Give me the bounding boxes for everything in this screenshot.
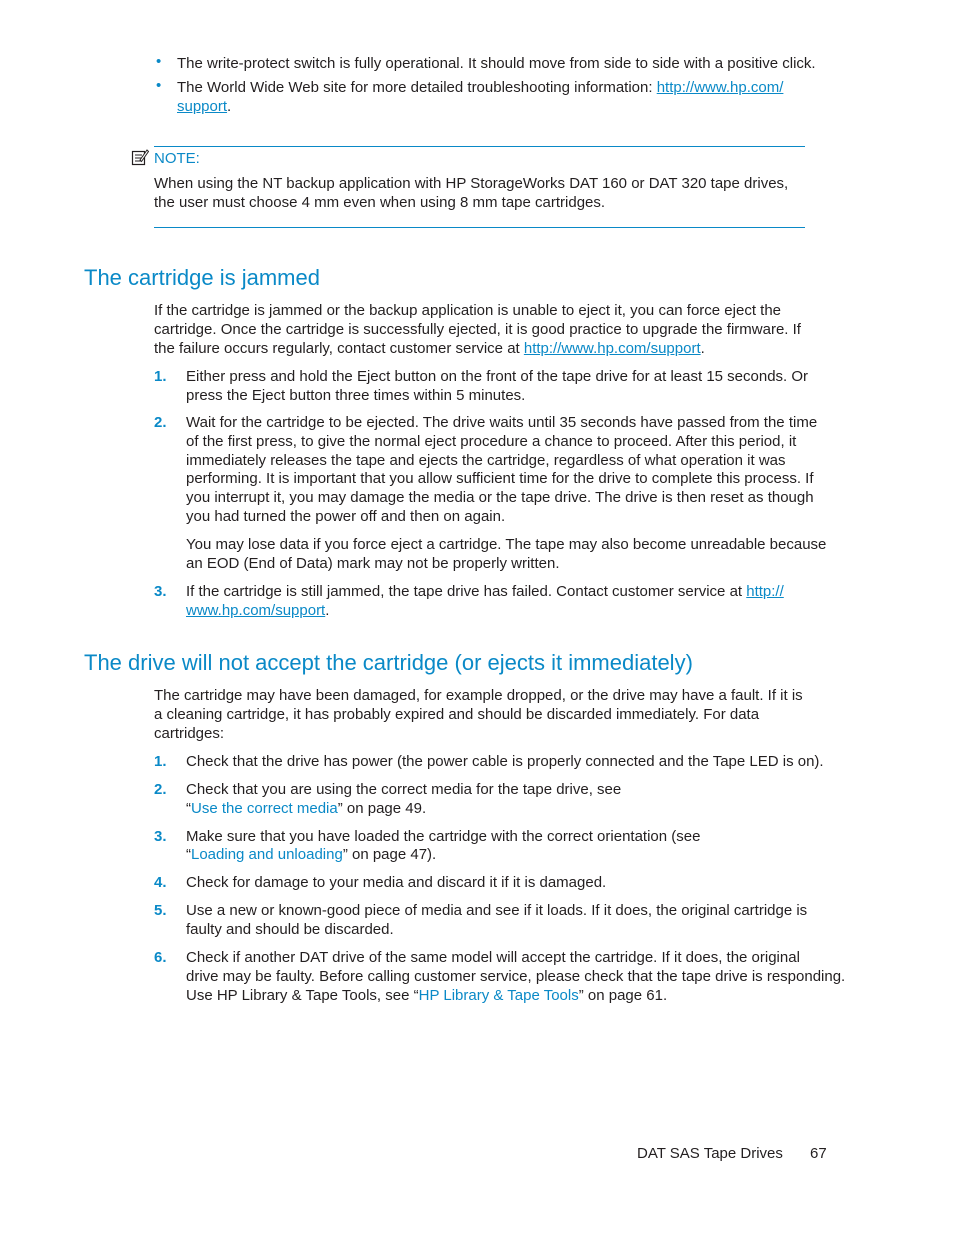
note-label: NOTE:	[154, 150, 200, 167]
step-text: press the Eject button three times within 5 minutes.	[186, 387, 526, 404]
cross-reference-link[interactable]: Loading and unloading	[191, 846, 343, 863]
step-text: drive may be faulty. Before calling customer service, please check that the tape drive is responding.	[186, 968, 846, 985]
step-text-segment: “	[186, 846, 191, 863]
step-number: 2.	[154, 781, 167, 798]
step-text-segment: ” on page 61.	[578, 987, 668, 1004]
step-text: Check for damage to your media and discard it if it is damaged.	[186, 874, 607, 891]
step-text-segment: ” on page 49.	[337, 800, 427, 817]
bullet-marker: •	[156, 53, 162, 70]
step-text-segment: If the cartridge is still jammed, the tape drive has failed. Contact customer service at	[186, 583, 747, 600]
step-text	[186, 986, 667, 1005]
step-text: Use a new or known-good piece of media and see if it loads. If it does, the original cartridge is	[186, 902, 808, 919]
support-link[interactable]: http://	[746, 583, 784, 600]
cross-reference-link[interactable]: Use the correct media	[191, 800, 338, 817]
step-text: Wait for the cartridge to be ejected. The drive waits until 35 seconds have passed from the time	[186, 414, 818, 431]
step-text-segment: “	[186, 800, 191, 817]
step-text: immediately releases the tape and ejects the cartridge, regardless of what operation it was	[186, 452, 786, 469]
bullet-text	[177, 78, 783, 97]
step-text	[186, 582, 784, 601]
step-number: 3.	[154, 583, 167, 600]
note-icon	[131, 148, 149, 170]
support-link[interactable]: http://www.hp.com/support	[523, 340, 701, 357]
step-text: Check that the drive has power (the power cable is properly connected and the Tape LED is on).	[186, 753, 824, 770]
bullet-text: The write-protect switch is fully operational. It should move from side to side with a positive click.	[177, 55, 816, 72]
note-text: When using the NT backup application with HP StorageWorks DAT 160 or DAT 320 tape drives,	[154, 175, 789, 192]
paragraph-line: If the cartridge is jammed or the backup application is unable to eject it, you can force eject the	[154, 302, 782, 319]
step-number: 3.	[154, 828, 167, 845]
step-number: 1.	[154, 368, 167, 385]
page-number: 67	[810, 1145, 827, 1162]
step-text: faulty and should be discarded.	[186, 921, 394, 938]
step-text: you had turned the power off and then on again.	[186, 508, 506, 525]
paragraph-line	[154, 339, 705, 358]
step-number: 4.	[154, 874, 167, 891]
bullet-text-segment: .	[227, 98, 232, 115]
step-number: 6.	[154, 949, 167, 966]
section-heading: The cartridge is jammed	[84, 265, 320, 290]
paragraph-line: cartridge. Once the cartridge is successfully ejected, it is good practice to upgrade the firmware. If	[154, 321, 801, 338]
step-text	[186, 845, 436, 864]
support-link[interactable]: support	[177, 98, 228, 115]
step-number: 5.	[154, 902, 167, 919]
bullet-text-segment: The World Wide Web site for more detailed troubleshooting information:	[177, 79, 657, 96]
step-text: You may lose data if you force eject a cartridge. The tape may also become unreadable because	[186, 536, 827, 553]
cross-reference-link[interactable]: HP Library & Tape Tools	[418, 987, 579, 1004]
step-text: Make sure that you have loaded the cartridge with the correct orientation (see	[186, 828, 701, 845]
note-text: the user must choose 4 mm even when using 8 mm tape cartridges.	[154, 194, 606, 211]
section-heading: The drive will not accept the cartridge (or ejects it immediately)	[84, 650, 693, 675]
step-text	[186, 799, 426, 818]
paragraph-line: a cleaning cartridge, it has probably expired and should be discarded immediately. For data	[154, 706, 760, 723]
note-top-rule	[154, 146, 805, 147]
bullet-text	[177, 97, 231, 116]
paragraph-line: The cartridge may have been damaged, for example dropped, or the drive may have a fault. If it is	[154, 687, 803, 704]
bullet-marker: •	[156, 77, 162, 94]
step-text	[186, 601, 329, 620]
step-number: 2.	[154, 414, 167, 431]
support-link[interactable]: http://www.hp.com/	[656, 79, 784, 96]
paragraph-text-segment: .	[700, 340, 705, 357]
step-text: performing. It is important that you allow sufficient time for the drive to complete this process. If	[186, 470, 814, 487]
step-text: Either press and hold the Eject button on the front of the tape drive for at least 15 seconds. Or	[186, 368, 809, 385]
step-text-segment: ” on page 47).	[342, 846, 437, 863]
paragraph-text-segment: the failure occurs regularly, contact customer service at	[154, 340, 524, 357]
step-text: you interrupt it, you may damage the media or the tape drive. The drive is then reset as though	[186, 489, 814, 506]
footer-title: DAT SAS Tape Drives	[637, 1145, 783, 1162]
step-text: of the first press, to give the normal eject procedure a chance to proceed. After this period, it	[186, 433, 797, 450]
step-text-segment: Use HP Library & Tape Tools, see “	[186, 987, 419, 1004]
support-link[interactable]: www.hp.com/support	[186, 602, 326, 619]
step-text: Check if another DAT drive of the same model will accept the cartridge. If it does, the original	[186, 949, 800, 966]
paragraph-line: cartridges:	[154, 725, 225, 742]
step-text: an EOD (End of Data) mark may not be properly written.	[186, 555, 560, 572]
step-text: Check that you are using the correct media for the tape drive, see	[186, 781, 622, 798]
step-text-segment: .	[325, 602, 330, 619]
step-number: 1.	[154, 753, 167, 770]
note-bottom-rule	[154, 227, 805, 228]
